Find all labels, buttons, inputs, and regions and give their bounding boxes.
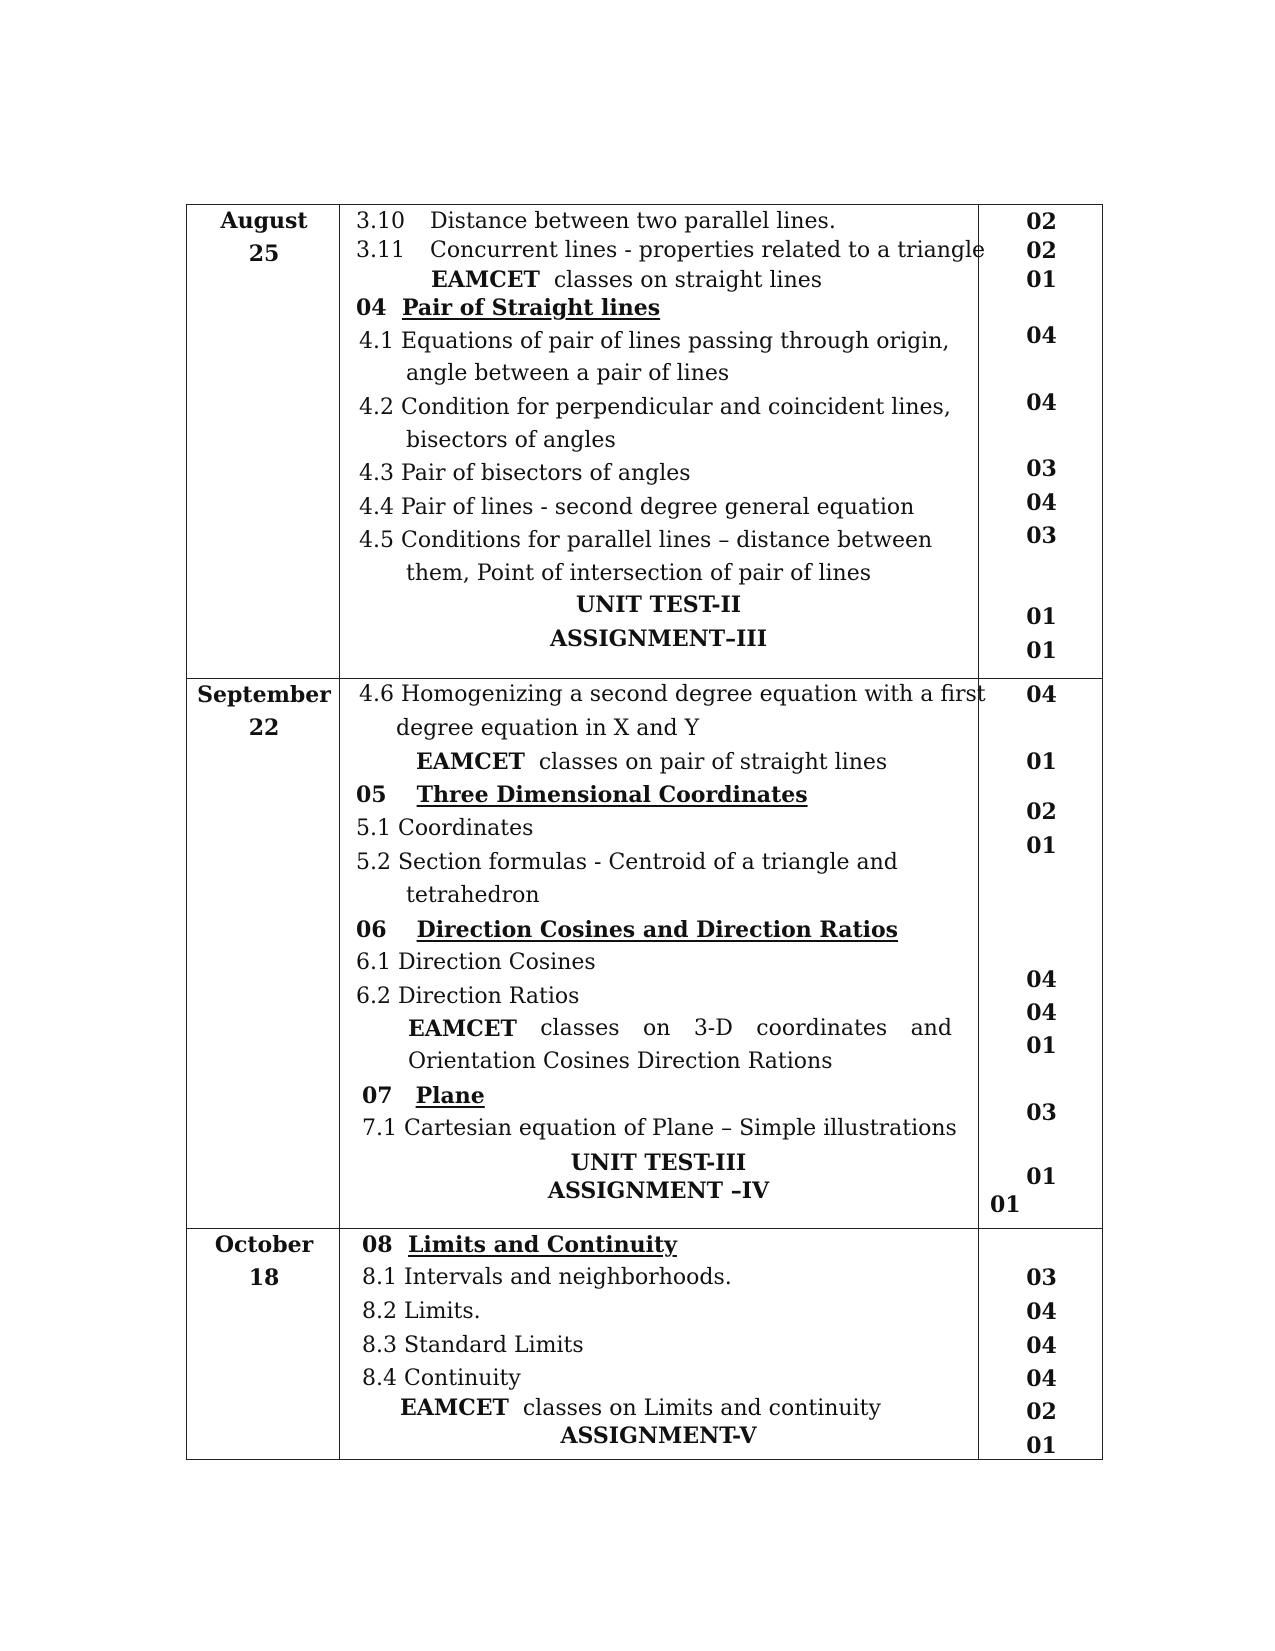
eamcet-line bbox=[400, 1394, 881, 1423]
eamcet-word: and bbox=[910, 1016, 952, 1041]
topic-number: 3.10 bbox=[356, 209, 405, 234]
topic-line: bisectors of angles bbox=[406, 428, 616, 453]
topic-line: 8.4 Continuity bbox=[362, 1366, 521, 1391]
eamcet-line bbox=[408, 1015, 952, 1043]
unit-number: 06 bbox=[356, 917, 387, 943]
period-count: 03 bbox=[1026, 456, 1057, 482]
period-count: 03 bbox=[1026, 523, 1057, 549]
period-count: 02 bbox=[1026, 799, 1057, 825]
topic-line: 4.1 Equations of pair of lines passing through origin, bbox=[359, 329, 950, 354]
topic-line: Orientation Cosines Direction Rations bbox=[408, 1049, 833, 1074]
unit-heading bbox=[356, 781, 808, 809]
unit-title: Pair of Straight lines bbox=[401, 295, 661, 321]
assignment-label: ASSIGNMENT-V bbox=[560, 1423, 757, 1449]
unit-number: 05 bbox=[356, 782, 387, 808]
eamcet-label: EAMCET bbox=[431, 267, 540, 293]
topic-line: 4.4 Pair of lines - second degree general equation bbox=[359, 495, 915, 520]
topic-line: 8.2 Limits. bbox=[362, 1299, 481, 1324]
topic-line: 8.1 Intervals and neighborhoods. bbox=[362, 1265, 732, 1290]
topic-line: 4.2 Condition for perpendicular and coincident lines, bbox=[359, 395, 951, 420]
assignment-label: ASSIGNMENT–III bbox=[549, 626, 768, 652]
unit-number: 04 bbox=[356, 295, 387, 321]
period-count: 04 bbox=[1026, 682, 1057, 708]
period-count: 02 bbox=[1026, 238, 1057, 264]
unit-heading bbox=[356, 294, 660, 322]
syllabus-table bbox=[186, 204, 1103, 1460]
unit-title: Direction Cosines and Direction Ratios bbox=[416, 917, 899, 943]
period-count: 01 bbox=[1026, 638, 1057, 664]
period-count: 04 bbox=[1026, 967, 1057, 993]
topic-line: 5.1 Coordinates bbox=[356, 816, 534, 841]
topic-line: tetrahedron bbox=[406, 883, 540, 908]
topic-line: them, Point of intersection of pair of lines bbox=[406, 561, 872, 586]
topic-line: angle between a pair of lines bbox=[406, 361, 730, 386]
unit-heading bbox=[356, 916, 898, 944]
unit-title: Limits and Continuity bbox=[407, 1232, 677, 1258]
month-hours: 25 bbox=[248, 241, 280, 267]
eamcet-word: on bbox=[643, 1016, 671, 1041]
eamcet-word: 3-D bbox=[693, 1016, 733, 1041]
period-count: 03 bbox=[1026, 1100, 1057, 1126]
topic-text: Distance between two parallel lines. bbox=[430, 209, 836, 234]
eamcet-word: coordinates bbox=[756, 1016, 888, 1041]
unit-heading bbox=[362, 1082, 485, 1110]
unit-title: Three Dimensional Coordinates bbox=[416, 782, 808, 808]
unit-test-label: UNIT TEST-III bbox=[570, 1150, 747, 1176]
topic-line: 5.2 Section formulas - Centroid of a triangle and bbox=[356, 850, 898, 875]
unit-title: Plane bbox=[415, 1083, 485, 1109]
period-count: 03 bbox=[1026, 1265, 1057, 1291]
topic-line: 4.3 Pair of bisectors of angles bbox=[359, 461, 691, 486]
month-hours: 22 bbox=[248, 715, 280, 741]
topic-number: 3.11 bbox=[356, 238, 405, 263]
period-count: 04 bbox=[1026, 1333, 1057, 1359]
topic-text: Concurrent lines - properties related to a triangle bbox=[430, 238, 986, 263]
topic-line: 7.1 Cartesian equation of Plane – Simple illustrations bbox=[362, 1116, 957, 1141]
period-count: 04 bbox=[1026, 1299, 1057, 1325]
eamcet-word: classes bbox=[540, 1016, 620, 1041]
eamcet-label: EAMCET bbox=[400, 1395, 509, 1421]
month-name: September bbox=[197, 682, 331, 708]
period-count: 04 bbox=[1026, 490, 1057, 516]
month-name: October bbox=[214, 1232, 314, 1258]
topic-line: 4.5 Conditions for parallel lines – distance between bbox=[359, 528, 933, 553]
topic-line: 6.2 Direction Ratios bbox=[356, 984, 580, 1009]
period-count: 04 bbox=[1026, 1366, 1057, 1392]
period-count: 01 bbox=[1026, 833, 1057, 859]
period-count: 01 bbox=[1026, 1433, 1057, 1459]
period-count: 02 bbox=[1026, 1399, 1057, 1425]
row-divider bbox=[187, 678, 1102, 679]
period-count: 01 bbox=[1026, 1033, 1057, 1059]
unit-number: 08 bbox=[362, 1232, 393, 1258]
eamcet-text: classes on pair of straight lines bbox=[538, 750, 888, 775]
eamcet-text: classes on straight lines bbox=[553, 268, 823, 293]
topic-line: 6.1 Direction Cosines bbox=[356, 950, 596, 975]
period-count: 01 bbox=[1026, 1164, 1057, 1190]
eamcet-text: classes on Limits and continuity bbox=[522, 1396, 881, 1421]
period-count: 01 bbox=[990, 1192, 1021, 1218]
period-count: 04 bbox=[1026, 323, 1057, 349]
month-hours: 18 bbox=[248, 1265, 280, 1291]
period-count: 01 bbox=[1026, 749, 1057, 775]
month-name: August bbox=[220, 208, 308, 234]
eamcet-label: EAMCET bbox=[408, 1016, 517, 1042]
period-count: 02 bbox=[1026, 209, 1057, 235]
column-divider bbox=[978, 205, 979, 1459]
period-count: 01 bbox=[1026, 267, 1057, 293]
unit-number: 07 bbox=[362, 1083, 393, 1109]
topic-line: 8.3 Standard Limits bbox=[362, 1333, 584, 1358]
period-count: 04 bbox=[1026, 390, 1057, 416]
eamcet-line bbox=[431, 266, 822, 295]
topic-line: 4.6 Homogenizing a second degree equation with a first bbox=[359, 682, 986, 707]
row-divider bbox=[187, 1228, 1102, 1229]
unit-test-label: UNIT TEST-II bbox=[575, 592, 742, 618]
eamcet-label: EAMCET bbox=[416, 749, 525, 775]
topic-line: degree equation in X and Y bbox=[396, 716, 700, 741]
assignment-label: ASSIGNMENT –IV bbox=[547, 1178, 770, 1204]
unit-heading bbox=[362, 1231, 677, 1259]
period-count: 04 bbox=[1026, 1000, 1057, 1026]
eamcet-line bbox=[416, 748, 887, 777]
period-count: 01 bbox=[1026, 604, 1057, 630]
